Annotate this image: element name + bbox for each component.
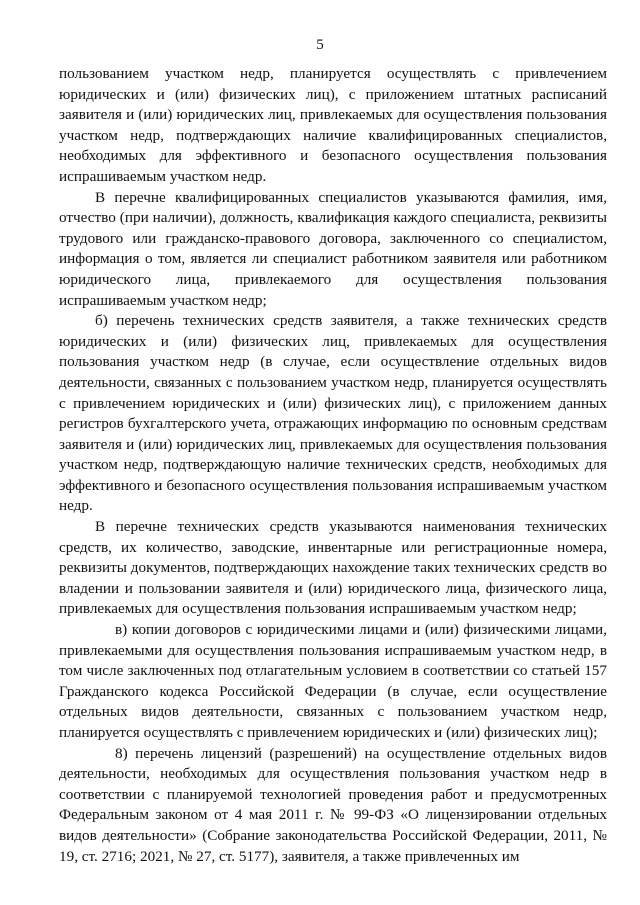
paragraph-qualified-specialists-list: В перечне квалифицированных специалистов указываются фамилия, имя, отчество (при наличии), должность, квалификация каждого специалиста, реквизиты трудового или гражданско-правового договора, заключенного со специалистом, информация о том, является ли специалист работником заявителя или работником юридического лица, привлекаемого для осуществления пользования испрашиваемым участком недр; bbox=[59, 188, 607, 309]
paragraph-continuation: пользованием участком недр, планируется осуществлять с привлечением юридических и (или) физических лиц), с приложением штатных расписаний заявителя и (или) юридических лиц, привлекаемых для осуществления пользования участком недр, подтверждающих наличие квалифицированных специалистов, необходимых для эффективного и безопасного осуществления пользования испрашиваемым участком недр. bbox=[59, 65, 607, 185]
page-number: 5 bbox=[316, 37, 324, 53]
paragraph-technical-means-list: В перечне технических средств указываются наименования технических средств, их количество, заводские, инвентарные или регистрационные номера, реквизиты документов, подтверждающих нахождение таких технических средств во владении и пользовании заявителя и (или) юридического лица, физического лица, привлекаемых для осуществления пользования испрашиваемым участком недр; bbox=[59, 518, 607, 618]
paragraph-item-v-contracts: в) копии договоров с юридическими лицами и (или) физическими лицами, привлекаемыми для осуществления пользования испрашиваемым участком недр, в том числе заключенных под отлагательным условием в соответствии со статьей 157 Гражданского кодекса Российской Федерации (в случае, если осуществление отдельных видов деятельности, связанных с пользованием участком недр, планируется осуществлять с привлечением юридических и (или) физических лиц); bbox=[59, 621, 607, 741]
paragraph-item-b-technical-means: б) перечень технических средств заявителя, а также технических средств юридических и (или) физических лиц, привлекаемых для осуществления пользования участком недр (в случае, если осуществление отдельных видов деятельности, связанных с пользованием участком недр, планируется осуществлять с привлечением юридических и (или) физических лиц), с приложением данных регистров бухгалтерского учета, отражающих информацию по основным средствам заявителя и (или) юридических лиц, привлекаемых для осуществления пользования участком недр, подтверждающую наличие технических средств, необходимых для эффективного и безопасного осуществления пользования испрашиваемым участком недр. bbox=[59, 312, 607, 515]
paragraph-item-8-licenses: 8) перечень лицензий (разрешений) на осуществление отдельных видов деятельности, необходимых для осуществления пользования участком недр в соответствии с планируемой технологией проведения работ и предусмотренных Федеральным законом от 4 мая 2011 г. № 99-ФЗ «О лицензировании отдельных видов деятельности» (Собрание законодательства Российской Федерации, 2011, № 19, ст. 2716; 2021, № 27, ст. 5177), заявителя, а также привлеченных им bbox=[59, 744, 607, 865]
document-body bbox=[59, 64, 607, 867]
